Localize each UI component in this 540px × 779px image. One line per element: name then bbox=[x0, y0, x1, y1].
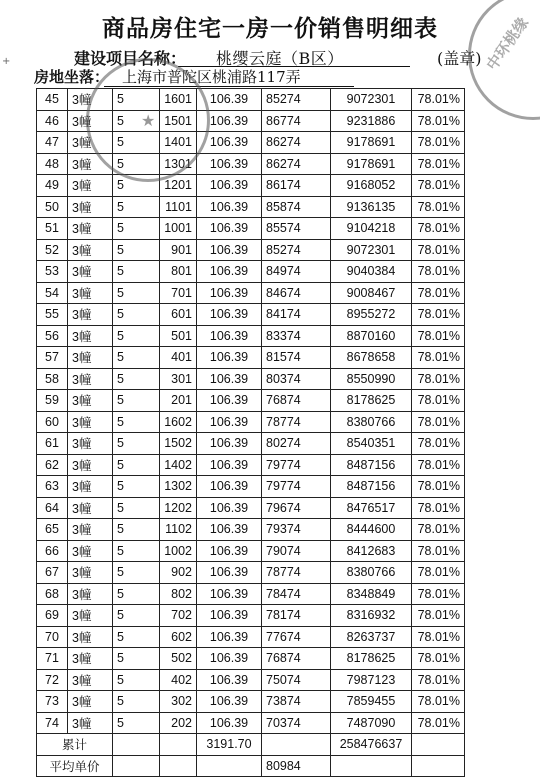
cell-unit-price: 78774 bbox=[262, 411, 331, 433]
cell-building: 3幢 bbox=[68, 691, 113, 713]
cell-room-number: 1302 bbox=[160, 476, 197, 498]
cell-ratio: 78.01% bbox=[412, 347, 465, 369]
seal-label: (盖章) bbox=[437, 49, 482, 68]
cell-room-number: 401 bbox=[160, 347, 197, 369]
cell-unit-price: 75074 bbox=[262, 669, 331, 691]
cell-ratio: 78.01% bbox=[412, 476, 465, 498]
cell-building: 3幢 bbox=[68, 712, 113, 734]
cell-room-number: 1102 bbox=[160, 519, 197, 541]
cell-row-number: 74 bbox=[37, 712, 68, 734]
cell-total-price: 8955272 bbox=[331, 304, 412, 326]
cell-total-price: 8487156 bbox=[331, 476, 412, 498]
cell-building: 3幢 bbox=[68, 540, 113, 562]
cell-row-number: 64 bbox=[37, 497, 68, 519]
table-row bbox=[37, 648, 465, 670]
cell-row-number: 62 bbox=[37, 454, 68, 476]
cell-row-number: 65 bbox=[37, 519, 68, 541]
cell-room-number: 601 bbox=[160, 304, 197, 326]
total-empty-cell bbox=[412, 734, 465, 756]
table-row bbox=[37, 476, 465, 498]
cell-room-number: 1602 bbox=[160, 411, 197, 433]
table-row bbox=[37, 712, 465, 734]
cell-unit-count: 5 bbox=[113, 325, 160, 347]
cell-unit-count: 5 bbox=[113, 347, 160, 369]
cell-area: 106.39 bbox=[197, 132, 262, 154]
cell-area: 106.39 bbox=[197, 89, 262, 111]
cell-unit-count: 5 bbox=[113, 626, 160, 648]
table-row bbox=[37, 261, 465, 283]
cell-row-number: 71 bbox=[37, 648, 68, 670]
cell-building: 3幢 bbox=[68, 368, 113, 390]
cell-room-number: 1402 bbox=[160, 454, 197, 476]
cell-ratio: 78.01% bbox=[412, 433, 465, 455]
average-empty-cell bbox=[412, 755, 465, 777]
cell-room-number: 602 bbox=[160, 626, 197, 648]
cell-total-price: 7859455 bbox=[331, 691, 412, 713]
cell-unit-price: 80374 bbox=[262, 368, 331, 390]
cell-area: 106.39 bbox=[197, 368, 262, 390]
table-row bbox=[37, 540, 465, 562]
total-row bbox=[37, 734, 465, 756]
average-empty-cell bbox=[197, 755, 262, 777]
cell-unit-count: 5 bbox=[113, 368, 160, 390]
cell-building: 3幢 bbox=[68, 519, 113, 541]
cell-total-price: 8487156 bbox=[331, 454, 412, 476]
table-body bbox=[37, 89, 465, 734]
average-label: 平均单价 bbox=[37, 755, 113, 777]
cell-total-price: 9072301 bbox=[331, 239, 412, 261]
cell-total-price: 9178691 bbox=[331, 132, 412, 154]
cell-ratio: 78.01% bbox=[412, 89, 465, 111]
cell-area: 106.39 bbox=[197, 239, 262, 261]
cell-row-number: 56 bbox=[37, 325, 68, 347]
cell-total-price: 9231886 bbox=[331, 110, 412, 132]
cell-building: 3幢 bbox=[68, 454, 113, 476]
average-row bbox=[37, 755, 465, 777]
table-row bbox=[37, 347, 465, 369]
cell-unit-count: 5 bbox=[113, 691, 160, 713]
cell-total-price: 7987123 bbox=[331, 669, 412, 691]
average-empty-cell bbox=[331, 755, 412, 777]
cell-total-price: 8476517 bbox=[331, 497, 412, 519]
cell-row-number: 46 bbox=[37, 110, 68, 132]
cell-unit-count: 5 bbox=[113, 261, 160, 283]
cell-total-price: 8178625 bbox=[331, 648, 412, 670]
cell-unit-price: 81574 bbox=[262, 347, 331, 369]
total-label: 累计 bbox=[37, 734, 113, 756]
cell-building: 3幢 bbox=[68, 476, 113, 498]
cell-ratio: 78.01% bbox=[412, 411, 465, 433]
table-row bbox=[37, 368, 465, 390]
cell-room-number: 1502 bbox=[160, 433, 197, 455]
cell-unit-count: 5 bbox=[113, 304, 160, 326]
cell-unit-price: 85574 bbox=[262, 218, 331, 240]
cell-ratio: 78.01% bbox=[412, 583, 465, 605]
cell-ratio: 78.01% bbox=[412, 153, 465, 175]
cell-ratio: 78.01% bbox=[412, 648, 465, 670]
cell-unit-count: 5 bbox=[113, 390, 160, 412]
cell-row-number: 69 bbox=[37, 605, 68, 627]
cell-ratio: 78.01% bbox=[412, 562, 465, 584]
cell-ratio: 78.01% bbox=[412, 325, 465, 347]
cell-total-price: 8412683 bbox=[331, 540, 412, 562]
seal-text: 中环桃缘 bbox=[482, 14, 533, 74]
cell-unit-price: 79774 bbox=[262, 476, 331, 498]
cell-unit-count: 5 bbox=[113, 648, 160, 670]
cell-unit-price: 78474 bbox=[262, 583, 331, 605]
total-price: 258476637 bbox=[331, 734, 412, 756]
cell-area: 106.39 bbox=[197, 605, 262, 627]
cell-room-number: 202 bbox=[160, 712, 197, 734]
cell-area: 106.39 bbox=[197, 476, 262, 498]
cell-ratio: 78.01% bbox=[412, 605, 465, 627]
cell-total-price: 8263737 bbox=[331, 626, 412, 648]
average-empty-cell bbox=[113, 755, 160, 777]
cell-room-number: 501 bbox=[160, 325, 197, 347]
cell-area: 106.39 bbox=[197, 175, 262, 197]
cell-room-number: 302 bbox=[160, 691, 197, 713]
cell-room-number: 1202 bbox=[160, 497, 197, 519]
cell-unit-price: 76874 bbox=[262, 390, 331, 412]
cell-total-price: 8380766 bbox=[331, 411, 412, 433]
cell-ratio: 78.01% bbox=[412, 519, 465, 541]
cell-row-number: 63 bbox=[37, 476, 68, 498]
cell-unit-price: 85274 bbox=[262, 239, 331, 261]
cell-room-number: 402 bbox=[160, 669, 197, 691]
table-row bbox=[37, 110, 465, 132]
cell-ratio: 78.01% bbox=[412, 218, 465, 240]
address-underline bbox=[104, 86, 354, 87]
cell-room-number: 702 bbox=[160, 605, 197, 627]
cell-total-price: 8870160 bbox=[331, 325, 412, 347]
cell-unit-price: 84174 bbox=[262, 304, 331, 326]
cell-area: 106.39 bbox=[197, 411, 262, 433]
cell-ratio: 78.01% bbox=[412, 626, 465, 648]
cell-area: 106.39 bbox=[197, 562, 262, 584]
cell-unit-count: 5 bbox=[113, 562, 160, 584]
cell-unit-price: 78174 bbox=[262, 605, 331, 627]
cell-ratio: 78.01% bbox=[412, 304, 465, 326]
table-row bbox=[37, 153, 465, 175]
address-value: 上海市普陀区桃浦路117弄 bbox=[122, 68, 301, 86]
cell-area: 106.39 bbox=[197, 218, 262, 240]
cell-building: 3幢 bbox=[68, 218, 113, 240]
cell-building: 3幢 bbox=[68, 132, 113, 154]
cell-total-price: 8444600 bbox=[331, 519, 412, 541]
cell-building: 3幢 bbox=[68, 583, 113, 605]
project-name-label: 建设项目名称： bbox=[74, 49, 187, 68]
cell-building: 3幢 bbox=[68, 669, 113, 691]
cell-unit-price: 79774 bbox=[262, 454, 331, 476]
cell-unit-count: 5 bbox=[113, 433, 160, 455]
cell-total-price: 8178625 bbox=[331, 390, 412, 412]
total-empty-cell bbox=[262, 734, 331, 756]
cell-area: 106.39 bbox=[197, 304, 262, 326]
cell-building: 3幢 bbox=[68, 239, 113, 261]
cell-total-price: 8678658 bbox=[331, 347, 412, 369]
cell-row-number: 68 bbox=[37, 583, 68, 605]
total-empty-cell bbox=[160, 734, 197, 756]
cell-ratio: 78.01% bbox=[412, 282, 465, 304]
cell-unit-price: 76874 bbox=[262, 648, 331, 670]
cell-unit-count: 5 bbox=[113, 110, 160, 132]
cell-unit-count: 5 bbox=[113, 476, 160, 498]
cell-room-number: 1001 bbox=[160, 218, 197, 240]
cell-row-number: 48 bbox=[37, 153, 68, 175]
cell-building: 3幢 bbox=[68, 153, 113, 175]
cell-total-price: 9178691 bbox=[331, 153, 412, 175]
table-row bbox=[37, 218, 465, 240]
cell-ratio: 78.01% bbox=[412, 175, 465, 197]
cell-room-number: 1601 bbox=[160, 89, 197, 111]
cell-building: 3幢 bbox=[68, 282, 113, 304]
table-row bbox=[37, 411, 465, 433]
cell-row-number: 72 bbox=[37, 669, 68, 691]
cell-row-number: 61 bbox=[37, 433, 68, 455]
cell-row-number: 53 bbox=[37, 261, 68, 283]
cell-building: 3幢 bbox=[68, 497, 113, 519]
cell-area: 106.39 bbox=[197, 648, 262, 670]
cell-ratio: 78.01% bbox=[412, 110, 465, 132]
cell-unit-price: 86774 bbox=[262, 110, 331, 132]
table-row bbox=[37, 433, 465, 455]
cell-unit-price: 78774 bbox=[262, 562, 331, 584]
cell-unit-count: 5 bbox=[113, 540, 160, 562]
cell-total-price: 8380766 bbox=[331, 562, 412, 584]
cell-room-number: 901 bbox=[160, 239, 197, 261]
cell-unit-price: 80274 bbox=[262, 433, 331, 455]
project-name-value: 桃缨云庭（B区） bbox=[216, 49, 344, 68]
cell-unit-count: 5 bbox=[113, 583, 160, 605]
cell-area: 106.39 bbox=[197, 347, 262, 369]
cell-room-number: 801 bbox=[160, 261, 197, 283]
cell-ratio: 78.01% bbox=[412, 196, 465, 218]
sales-detail-table bbox=[36, 88, 465, 777]
table-row bbox=[37, 626, 465, 648]
cell-room-number: 201 bbox=[160, 390, 197, 412]
cell-ratio: 78.01% bbox=[412, 261, 465, 283]
cell-unit-count: 5 bbox=[113, 239, 160, 261]
cell-row-number: 52 bbox=[37, 239, 68, 261]
cell-room-number: 1401 bbox=[160, 132, 197, 154]
cell-row-number: 60 bbox=[37, 411, 68, 433]
cell-building: 3幢 bbox=[68, 411, 113, 433]
table-row bbox=[37, 282, 465, 304]
cell-room-number: 701 bbox=[160, 282, 197, 304]
cell-area: 106.39 bbox=[197, 454, 262, 476]
cell-unit-price: 86274 bbox=[262, 132, 331, 154]
cell-ratio: 78.01% bbox=[412, 390, 465, 412]
table-row bbox=[37, 519, 465, 541]
cell-total-price: 8348849 bbox=[331, 583, 412, 605]
cell-unit-price: 83374 bbox=[262, 325, 331, 347]
cell-unit-price: 70374 bbox=[262, 712, 331, 734]
cell-row-number: 49 bbox=[37, 175, 68, 197]
cell-unit-price: 79074 bbox=[262, 540, 331, 562]
cell-area: 106.39 bbox=[197, 261, 262, 283]
cell-building: 3幢 bbox=[68, 175, 113, 197]
cell-unit-count: 5 bbox=[113, 132, 160, 154]
cell-total-price: 8550990 bbox=[331, 368, 412, 390]
cell-total-price: 9168052 bbox=[331, 175, 412, 197]
cell-unit-count: 5 bbox=[113, 497, 160, 519]
cell-unit-count: 5 bbox=[113, 218, 160, 240]
cell-unit-count: 5 bbox=[113, 605, 160, 627]
cell-row-number: 73 bbox=[37, 691, 68, 713]
cell-unit-count: 5 bbox=[113, 153, 160, 175]
cell-unit-price: 79374 bbox=[262, 519, 331, 541]
cell-row-number: 45 bbox=[37, 89, 68, 111]
cell-unit-price: 79674 bbox=[262, 497, 331, 519]
cell-building: 3幢 bbox=[68, 605, 113, 627]
table-row bbox=[37, 239, 465, 261]
cell-ratio: 78.01% bbox=[412, 239, 465, 261]
cell-row-number: 58 bbox=[37, 368, 68, 390]
cell-building: 3幢 bbox=[68, 261, 113, 283]
cell-area: 106.39 bbox=[197, 196, 262, 218]
cell-area: 106.39 bbox=[197, 325, 262, 347]
cell-area: 106.39 bbox=[197, 540, 262, 562]
cell-row-number: 51 bbox=[37, 218, 68, 240]
cell-area: 106.39 bbox=[197, 497, 262, 519]
cell-ratio: 78.01% bbox=[412, 669, 465, 691]
table-row bbox=[37, 497, 465, 519]
cell-building: 3幢 bbox=[68, 110, 113, 132]
cell-unit-price: 85874 bbox=[262, 196, 331, 218]
table-row bbox=[37, 325, 465, 347]
cell-room-number: 1002 bbox=[160, 540, 197, 562]
cell-room-number: 902 bbox=[160, 562, 197, 584]
cell-total-price: 9040384 bbox=[331, 261, 412, 283]
cell-room-number: 1201 bbox=[160, 175, 197, 197]
cell-unit-count: 5 bbox=[113, 519, 160, 541]
address-label: 房地坐落： bbox=[34, 68, 110, 86]
table-row bbox=[37, 89, 465, 111]
cell-room-number: 1101 bbox=[160, 196, 197, 218]
cell-row-number: 70 bbox=[37, 626, 68, 648]
cell-room-number: 301 bbox=[160, 368, 197, 390]
seal-star-icon: ★ bbox=[141, 111, 156, 130]
table-row bbox=[37, 605, 465, 627]
cell-unit-count: 5 bbox=[113, 282, 160, 304]
cell-building: 3幢 bbox=[68, 89, 113, 111]
cell-total-price: 9008467 bbox=[331, 282, 412, 304]
cell-row-number: 50 bbox=[37, 196, 68, 218]
cell-ratio: 78.01% bbox=[412, 691, 465, 713]
total-empty-cell bbox=[113, 734, 160, 756]
cell-unit-price: 86174 bbox=[262, 175, 331, 197]
cell-unit-price: 77674 bbox=[262, 626, 331, 648]
cell-area: 106.39 bbox=[197, 110, 262, 132]
cell-row-number: 55 bbox=[37, 304, 68, 326]
cell-room-number: 1501 bbox=[160, 110, 197, 132]
cell-unit-count: 5 bbox=[113, 196, 160, 218]
cell-building: 3幢 bbox=[68, 433, 113, 455]
cell-room-number: 502 bbox=[160, 648, 197, 670]
cell-area: 106.39 bbox=[197, 433, 262, 455]
cell-ratio: 78.01% bbox=[412, 132, 465, 154]
table-row bbox=[37, 454, 465, 476]
cell-row-number: 59 bbox=[37, 390, 68, 412]
cell-room-number: 1301 bbox=[160, 153, 197, 175]
cell-building: 3幢 bbox=[68, 304, 113, 326]
cell-building: 3幢 bbox=[68, 196, 113, 218]
scan-edge-mark: + bbox=[2, 56, 11, 67]
table-row bbox=[37, 562, 465, 584]
cell-unit-count: 5 bbox=[113, 175, 160, 197]
cell-building: 3幢 bbox=[68, 347, 113, 369]
cell-ratio: 78.01% bbox=[412, 497, 465, 519]
cell-row-number: 66 bbox=[37, 540, 68, 562]
cell-total-price: 9104218 bbox=[331, 218, 412, 240]
cell-total-price: 7487090 bbox=[331, 712, 412, 734]
cell-row-number: 54 bbox=[37, 282, 68, 304]
cell-area: 106.39 bbox=[197, 691, 262, 713]
cell-area: 106.39 bbox=[197, 583, 262, 605]
cell-total-price: 9136135 bbox=[331, 196, 412, 218]
page-title: 商品房住宅一房一价销售明细表 bbox=[102, 15, 438, 42]
cell-unit-count: 5 bbox=[113, 712, 160, 734]
cell-unit-count: 5 bbox=[113, 89, 160, 111]
cell-area: 106.39 bbox=[197, 669, 262, 691]
cell-area: 106.39 bbox=[197, 626, 262, 648]
cell-row-number: 67 bbox=[37, 562, 68, 584]
cell-area: 106.39 bbox=[197, 153, 262, 175]
cell-unit-price: 73874 bbox=[262, 691, 331, 713]
table-row bbox=[37, 175, 465, 197]
average-price: 80984 bbox=[262, 755, 331, 777]
table-row bbox=[37, 132, 465, 154]
cell-area: 106.39 bbox=[197, 282, 262, 304]
cell-building: 3幢 bbox=[68, 562, 113, 584]
cell-ratio: 78.01% bbox=[412, 368, 465, 390]
table-row bbox=[37, 196, 465, 218]
table-row bbox=[37, 669, 465, 691]
cell-building: 3幢 bbox=[68, 325, 113, 347]
cell-unit-price: 85274 bbox=[262, 89, 331, 111]
cell-total-price: 8540351 bbox=[331, 433, 412, 455]
cell-row-number: 57 bbox=[37, 347, 68, 369]
cell-ratio: 78.01% bbox=[412, 454, 465, 476]
cell-area: 106.39 bbox=[197, 390, 262, 412]
cell-area: 106.39 bbox=[197, 712, 262, 734]
cell-unit-price: 84974 bbox=[262, 261, 331, 283]
cell-unit-count: 5 bbox=[113, 454, 160, 476]
cell-area: 106.39 bbox=[197, 519, 262, 541]
cell-ratio: 78.01% bbox=[412, 712, 465, 734]
cell-room-number: 802 bbox=[160, 583, 197, 605]
table-row bbox=[37, 583, 465, 605]
cell-total-price: 9072301 bbox=[331, 89, 412, 111]
cell-building: 3幢 bbox=[68, 390, 113, 412]
table-row bbox=[37, 304, 465, 326]
average-empty-cell bbox=[160, 755, 197, 777]
cell-unit-count: 5 bbox=[113, 669, 160, 691]
table-row bbox=[37, 390, 465, 412]
cell-unit-price: 84674 bbox=[262, 282, 331, 304]
cell-building: 3幢 bbox=[68, 626, 113, 648]
cell-unit-price: 86274 bbox=[262, 153, 331, 175]
cell-unit-count: 5 bbox=[113, 411, 160, 433]
cell-row-number: 47 bbox=[37, 132, 68, 154]
cell-ratio: 78.01% bbox=[412, 540, 465, 562]
total-area: 3191.70 bbox=[197, 734, 262, 756]
cell-building: 3幢 bbox=[68, 648, 113, 670]
cell-total-price: 8316932 bbox=[331, 605, 412, 627]
table-row bbox=[37, 691, 465, 713]
